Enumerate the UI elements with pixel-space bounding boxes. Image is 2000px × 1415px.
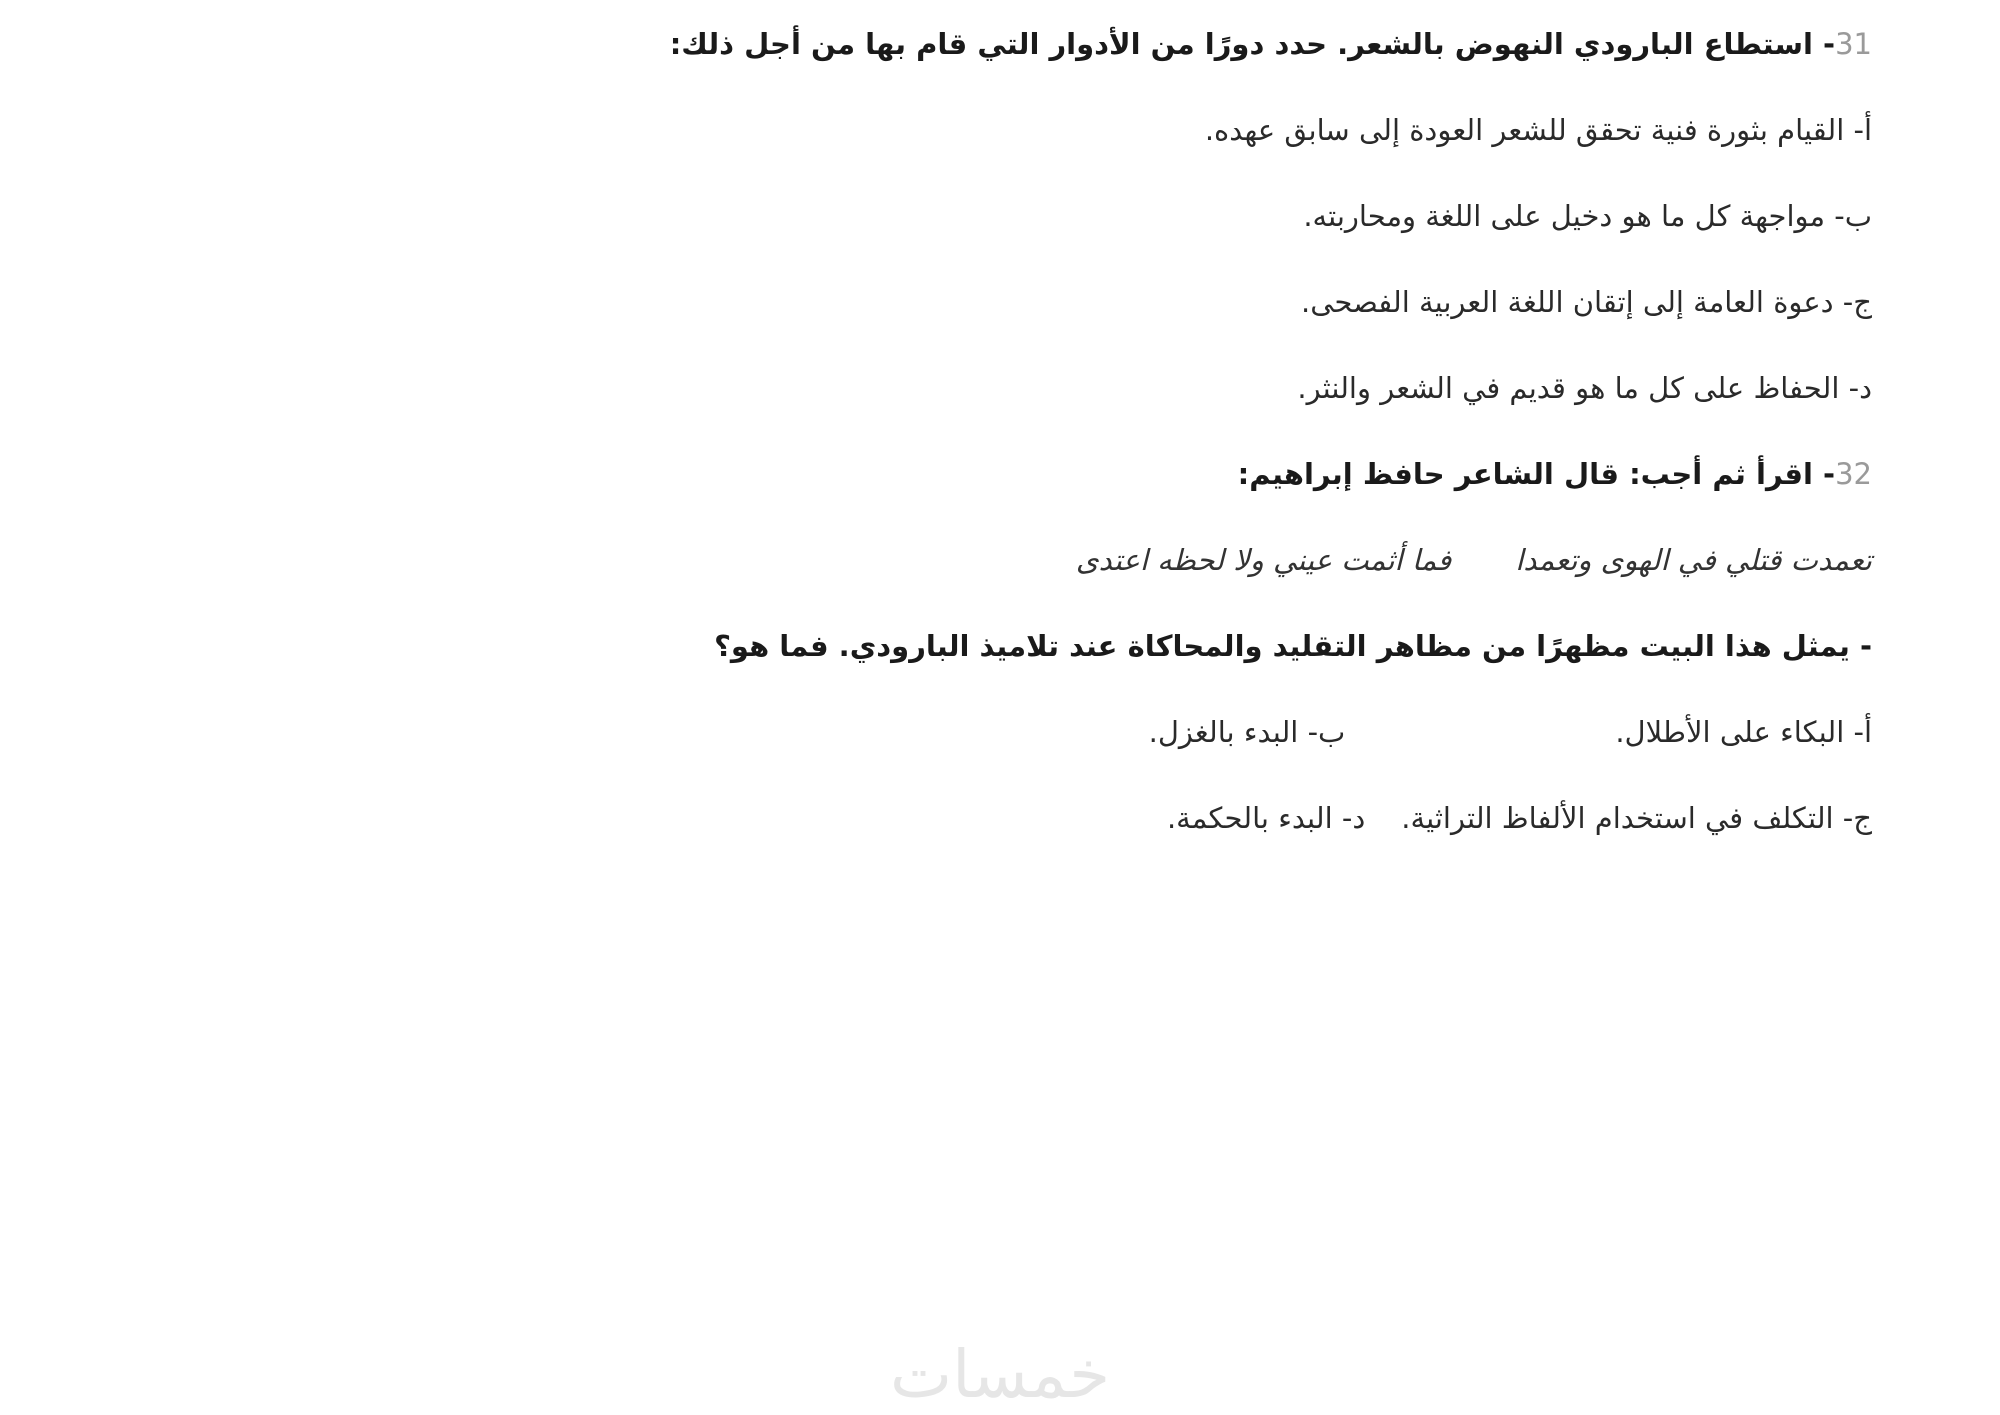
- question-32-text: - اقرأ ثم أجب: قال الشاعر حافظ إبراهيم:: [1237, 457, 1836, 491]
- question-31-text: - استطاع البارودي النهوض بالشعر. حدد دورًا من الأدوار التي قام بها من أجل ذلك:: [669, 27, 1836, 61]
- question-32-option-c: ج- التكلف في استخدام الألفاظ التراثية.: [1401, 801, 1872, 835]
- question-32-option-a: أ- البكاء على الأطلال.: [1615, 715, 1872, 749]
- question-31-option-c: ج- دعوة العامة إلى إتقان اللغة العربية الفصحى.: [1300, 285, 1872, 319]
- question-31-option-a: أ- القيام بثورة فنية تحقق للشعر العودة إلى سابق عهده.: [1204, 113, 1872, 147]
- question-31-option-b: ب- مواجهة كل ما هو دخيل على اللغة ومحاربته.: [1303, 199, 1872, 233]
- question-31-number: 31: [1835, 27, 1872, 61]
- verse-second-hemistich: فما أثمت عيني ولا لحظه اعتدى: [1075, 543, 1452, 577]
- poem-verse: [1076, 540, 1872, 580]
- watermark-logo: خمسات: [889, 1336, 1111, 1413]
- question-31-stem: [670, 24, 1872, 64]
- question-32-option-d: د- البدء بالحكمة.: [1166, 801, 1366, 835]
- question-32-option-b: ب- البدء بالغزل.: [1148, 715, 1346, 749]
- question-32-prompt: - يمثل هذا البيت مظهرًا من مظاهر التقليد والمحاكاة عند تلاميذ البارودي. فما هو؟: [714, 629, 1872, 663]
- verse-first-hemistich: تعمدت قتلي في الهوى وتعمدا: [1515, 543, 1872, 577]
- question-32-options-row-2: [1167, 798, 1872, 838]
- question-32-number: 32: [1835, 457, 1872, 491]
- question-32-options-row-1: [1149, 712, 1872, 752]
- question-32-stem: [1238, 454, 1872, 494]
- question-31-option-d: د- الحفاظ على كل ما هو قديم في الشعر والنثر.: [1297, 371, 1872, 405]
